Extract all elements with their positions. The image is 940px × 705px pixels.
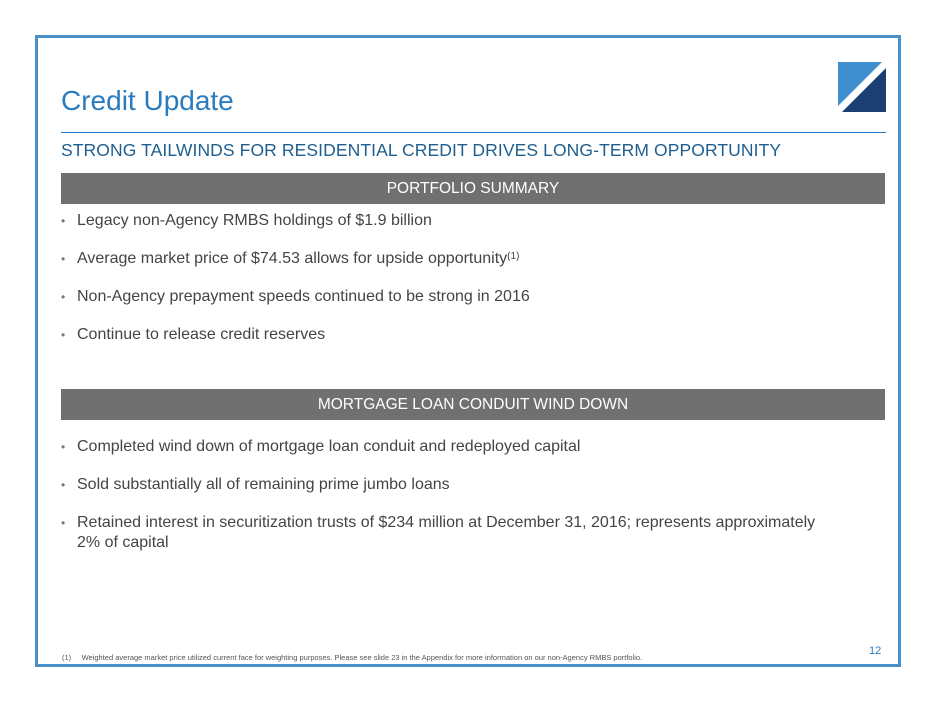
list-item: • Retained interest in securitization trusts of $234 million at December 31, 2016; represents approximately 2% of capital	[61, 513, 837, 553]
list-item: • Completed wind down of mortgage loan conduit and redeployed capital	[61, 437, 861, 457]
slide-frame	[35, 35, 901, 667]
title-divider	[61, 132, 886, 133]
list-item: • Continue to release credit reserves	[61, 325, 861, 345]
footnote-marker: (1)	[507, 251, 520, 262]
list-item: • Sold substantially all of remaining prime jumbo loans	[61, 475, 861, 495]
slide-subtitle: STRONG TAILWINDS FOR RESIDENTIAL CREDIT DRIVES LONG-TERM OPPORTUNITY	[61, 140, 782, 160]
conduit-wind-down-header: MORTGAGE LOAN CONDUIT WIND DOWN	[61, 389, 885, 420]
portfolio-summary-header: PORTFOLIO SUMMARY	[61, 173, 885, 204]
list-item: • Non-Agency prepayment speeds continued to be strong in 2016	[61, 287, 861, 307]
footnote	[62, 653, 642, 662]
footnote-text: Weighted average market price utilized current face for weighting purposes. Please see slide 23 in the Appendix for more information on our non-Agency RMBS portfolio.	[81, 653, 643, 662]
conduit-wind-down-list	[61, 437, 861, 553]
footnote-marker: (1)	[62, 653, 72, 662]
list-item: • Legacy non-Agency RMBS holdings of $1.9 billion	[61, 211, 861, 231]
list-item: • Average market price of $74.53 allows for upside opportunity$^{(1)}$	[61, 249, 861, 269]
company-logo-icon	[838, 62, 886, 112]
slide-title: Credit Update	[61, 85, 234, 116]
page-number: 12	[869, 645, 882, 657]
portfolio-summary-list	[61, 211, 861, 345]
